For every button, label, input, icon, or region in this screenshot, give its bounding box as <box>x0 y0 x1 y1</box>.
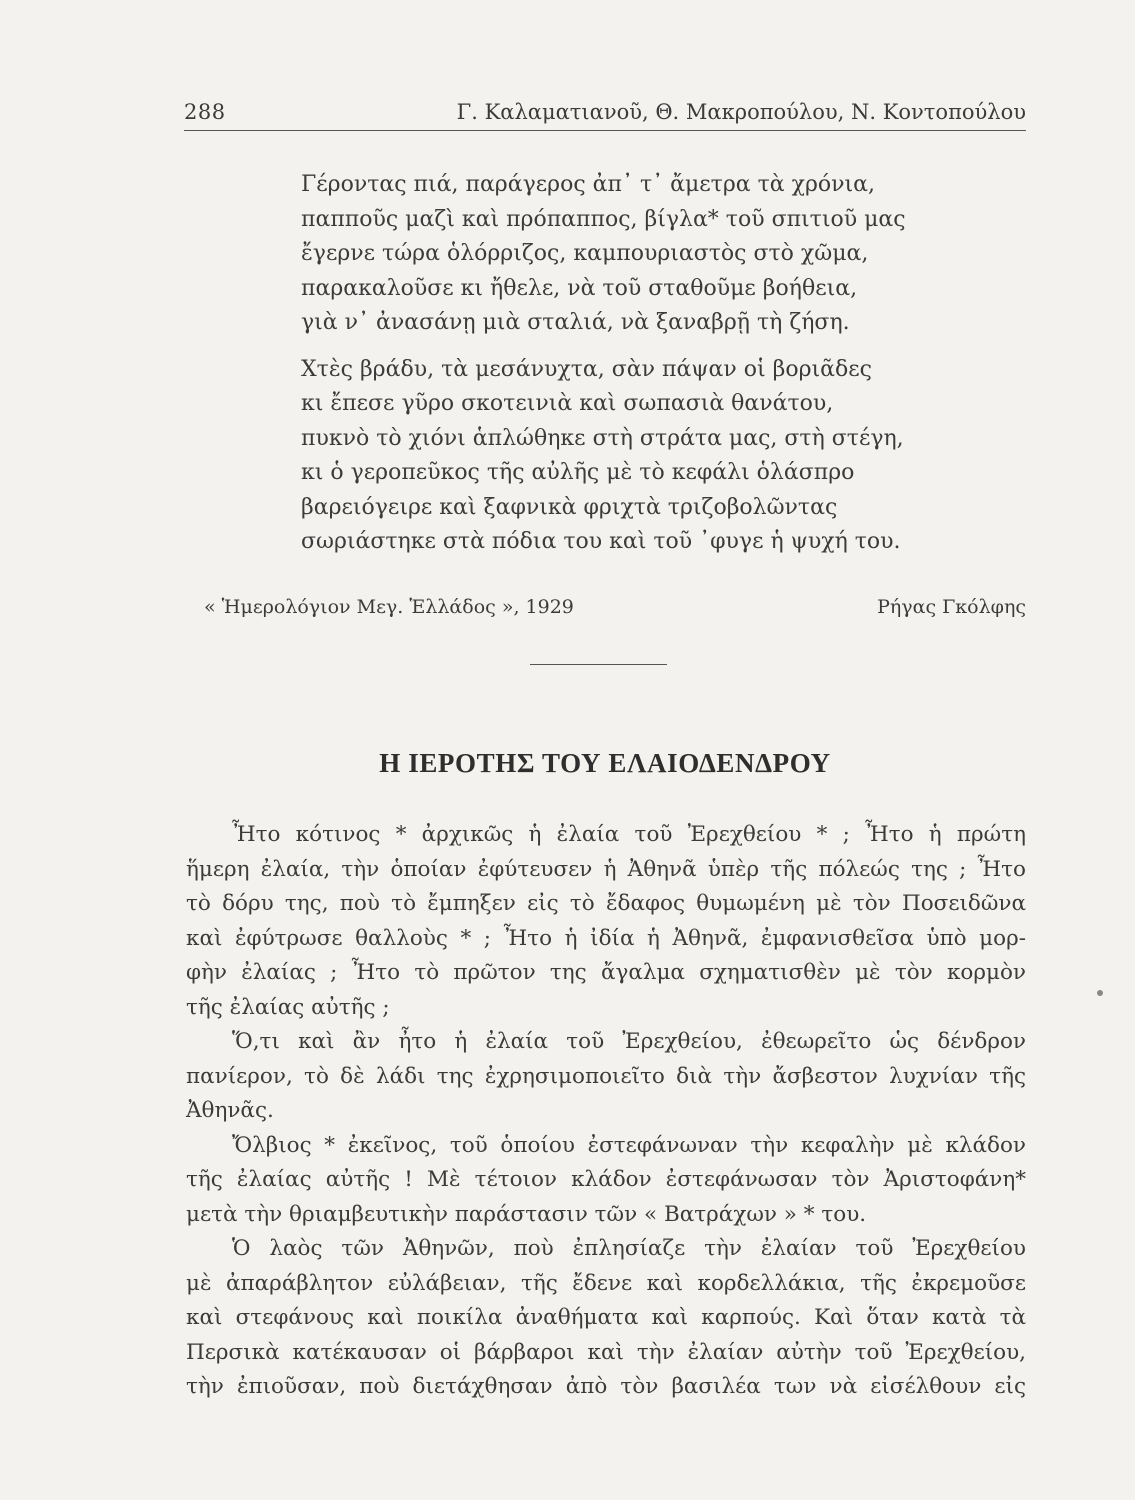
poem-attribution <box>204 596 1026 626</box>
prose-line: Περσικὰ κατέκαυσαν οἱ βάρβαροι καὶ τὴν ἐλαίαν αὐτὴν τοῦ Ἐρεχθείου, <box>186 1339 1026 1365</box>
source-citation: « Ἡμερολόγιον Μεγ. Ἑλλάδος », 1929 <box>204 596 574 618</box>
prose-line: τὴν ἐπιοῦσαν, ποὺ διετάχθησαν ἀπὸ τὸν βασιλέα των νὰ εἰσέλθουν εἰς <box>186 1374 1026 1399</box>
poem-line: παρακαλοῦσε κι ἤθελε, νὰ τοῦ σταθοῦμε βοήθεια, <box>301 275 858 301</box>
prose-line: μετὰ τὴν θριαμβευτικὴν παράστασιν τῶν « Βατράχων » * του. <box>186 1201 867 1227</box>
poem-line: βαρειόγειρε καὶ ξαφνικὰ φριχτὰ τριζοβολῶντας <box>301 494 838 520</box>
prose-line: τῆς ἐλαίας αὐτῆς ! Μὲ τέτοιον κλάδον ἐστεφάνωσαν τὸν Ἀριστοφάνη* <box>186 1167 1026 1192</box>
poem-author: Ρήγας Γκόλφης <box>877 596 1026 618</box>
prose-line: μὲ ἀπαράβλητον εὐλάβειαν, τῆς ἔδενε καὶ κορδελλάκια, τῆς ἐκρεμοῦσε <box>186 1270 1026 1296</box>
poem-line: κι ἔπεσε γῦρο σκοτεινιὰ καὶ σωπασιὰ θανάτου, <box>301 391 834 416</box>
prose-body <box>186 818 1026 1405</box>
prose-line: Ὅ,τι καὶ ἂν ἦτο ἡ ἐλαία τοῦ Ἐρεχθείου, ἐθεωρεῖτο ὡς δένδρον <box>232 1029 1026 1054</box>
poem-line: Χτὲς βράδυ, τὰ μεσάνυχτα, σὰν πάψαν οἱ βοριᾶδες <box>301 356 872 382</box>
poem-line: Γέροντας πιά, παράγερος ἀπ᾽ τ᾽ ἄμετρα τὰ χρόνια, <box>301 172 875 197</box>
poem-line: ἔγερνε τώρα ὁλόρριζος, καμπουριαστὸς στὸ χῶμα, <box>301 241 869 266</box>
poem <box>301 168 1001 572</box>
poem-line: σωριάστηκε στὰ πόδια του καὶ τοῦ ᾽φυγε ἡ ψυχή του. <box>301 529 901 554</box>
poem-line: πυκνὸ τὸ χιόνι ἁπλώθηκε στὴ στράτα μας, στὴ στέγη, <box>301 425 904 451</box>
prose-line: φὴν ἐλαίας ; Ἦτο τὸ πρῶτον της ἄγαλμα σχηματισθὲν μὲ τὸν κορμὸν <box>186 960 1026 985</box>
poem-stanza-1 <box>301 168 1001 341</box>
poem-stanza-2 <box>301 353 1001 560</box>
prose-line: τὸ δόρυ της, ποὺ τὸ ἔμπηξεν εἰς τὸ ἔδαφος θυμωμένη μὲ τὸν Ποσειδῶνα <box>186 891 1026 916</box>
prose-line: Ὁ λαὸς τῶν Ἀθηνῶν, ποὺ ἐπλησίαζε τὴν ἐλαίαν τοῦ Ἐρεχθείου <box>232 1236 1026 1261</box>
prose-line: ἥμερη ἐλαία, τὴν ὁποίαν ἐφύτευσεν ἡ Ἀθηνᾶ ὑπὲρ τῆς πόλεώς της ; Ἦτο <box>186 856 1026 882</box>
prose-line: Ὄλβιος * ἐκεῖνος, τοῦ ὁποίου ἐστεφάνωναν τὴν κεφαλὴν μὲ κλάδον <box>232 1132 1026 1158</box>
prose-line: πανίερον, τὸ δὲ λάδι της ἐχρησιμοποιεῖτο διὰ τὴν ἄσβεστον λυχνίαν τῆς <box>186 1063 1026 1089</box>
page-number: 288 <box>184 100 226 124</box>
prose-line: καὶ στεφάνους καὶ ποικίλα ἀναθήματα καὶ καρπούς. Καὶ ὅταν κατὰ τὰ <box>186 1305 1026 1330</box>
prose-line: καὶ ἐφύτρωσε θαλλοὺς * ; Ἦτο ἡ ἰδία ἡ Ἀθηνᾶ, ἐμφανισθεῖσα ὑπὸ μορ- <box>186 925 1026 951</box>
poem-line: κι ὁ γεροπεῦκος τῆς αὐλῆς μὲ τὸ κεφάλι ὁλάσπρο <box>301 460 855 485</box>
section-divider <box>530 664 667 665</box>
running-head: Γ. Καλαματιανοῦ, Θ. Μακροπούλου, Ν. Κοντοπούλου <box>456 100 1026 124</box>
poem-line: γιὰ ν᾽ ἀνασάνῃ μιὰ σταλιά, νὰ ξαναβρῇ τὴ ζήση. <box>301 310 850 335</box>
prose-line: Ἦτο κότινος * ἀρχικῶς ἡ ἐλαία τοῦ Ἐρεχθείου * ; Ἦτο ἡ πρώτη <box>232 822 1026 847</box>
page-header <box>184 96 1026 131</box>
section-title: Η ΙΕΡΟΤΗΣ ΤΟΥ ΕΛΑΙΟΔΕΝΔΡΟΥ <box>379 748 831 778</box>
poem-line: παπποῦς μαζὶ καὶ πρόπαππος, βίγλα* τοῦ σπιτιοῦ μας <box>301 206 906 232</box>
prose-line: Ἀθηνᾶς. <box>186 1098 274 1123</box>
prose-line: τῆς ἐλαίας αὐτῆς ; <box>186 994 390 1020</box>
ink-speck <box>1097 990 1103 996</box>
